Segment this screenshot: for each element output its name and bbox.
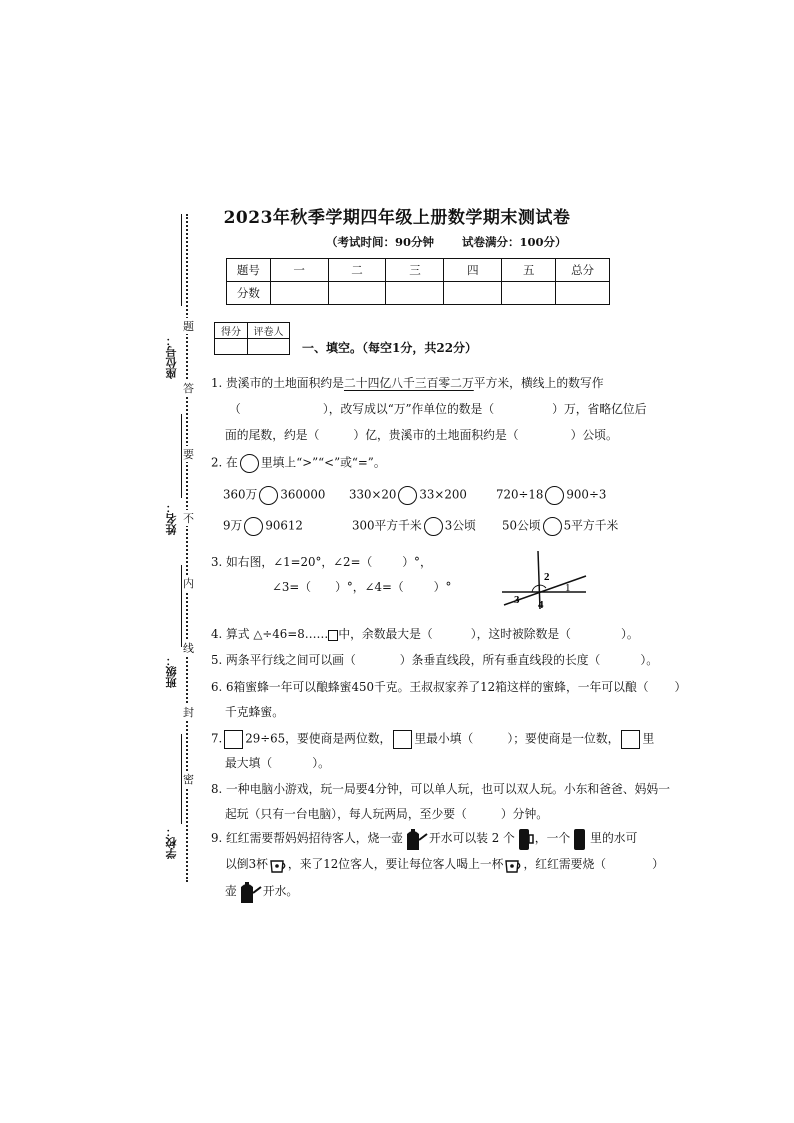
score-cell: 一: [270, 259, 328, 282]
question-6-line-2: 千克蜂蜜。: [225, 705, 284, 719]
question-7-line-2: 最大填（ ）。: [225, 756, 330, 770]
grader-name-label: 评卷人: [248, 323, 290, 339]
score-cell: 总分: [556, 259, 610, 282]
seat-label: 座位号：: [165, 335, 178, 379]
exam-time: （考试时间：90分钟: [326, 235, 435, 249]
question-6-line-1: 6. 6箱蜜蜂一年可以酿蜂蜜450千克。王叔叔家养了12箱这样的蜜蜂，一年可以酿（ ）: [211, 680, 687, 694]
seal-char: 题: [183, 320, 194, 333]
question-8-line-1: 8. 一种电脑小游戏，玩一局要4分钟，可以单人玩，也可以双人玩。小东和爸爸、妈妈一: [211, 782, 670, 796]
seal-char: 不: [183, 512, 194, 525]
figure-label: 2: [544, 571, 550, 583]
compare-circle[interactable]: [543, 517, 562, 536]
seal-char: 答: [183, 382, 194, 395]
question-7-line-1: 7. 29÷65，要使商是两位数， 里最小填（ ）；要使商是一位数， 里: [211, 730, 654, 749]
score-input-cell[interactable]: [328, 282, 386, 305]
grader-score-label: 得分: [215, 323, 248, 339]
digit-box[interactable]: [224, 730, 243, 749]
class-label: 班级：: [165, 655, 178, 688]
school-label: 学校：: [165, 826, 178, 859]
compare-circle[interactable]: [259, 486, 278, 505]
digit-box[interactable]: [393, 730, 412, 749]
question-4: 4. 算式 △÷46=8…… 中，余数最大是（ ），这时被除数是（ ）。: [211, 627, 639, 641]
thermos-icon: [515, 826, 535, 852]
score-input-cell[interactable]: [556, 282, 610, 305]
question-1-line-3: 面的尾数，约是（ ）亿，贵溪市的土地面积约是（ ）公顷。: [225, 428, 618, 442]
grader-score-cell[interactable]: [215, 339, 248, 355]
compare-item: 720÷18 900÷3: [496, 486, 606, 505]
question-5: 5. 两条平行线之间可以画（ ）条垂直线段，所有垂直线段的长度（ ）。: [211, 653, 659, 667]
class-line: [181, 565, 182, 647]
score-table: [226, 258, 610, 305]
score-cell: 题号: [227, 259, 271, 282]
cup-icon: [268, 854, 288, 876]
compare-item: 50公顷 5平方千米: [502, 517, 618, 536]
compare-item: 330×20 33×200: [349, 486, 467, 505]
figure-label: 3: [514, 594, 520, 606]
question-9-line-1: 9. 红红需要帮妈妈招待客人，烧一壶 开水可以装 2 个 ，一个 里的水可: [211, 825, 637, 852]
angle-figure: [498, 549, 590, 611]
question-3-line-1: 3. 如右图，∠1=20°，∠2=（ ）°，: [211, 555, 432, 569]
circle-icon: [240, 454, 259, 473]
score-cell: 五: [502, 259, 556, 282]
compare-item: 360万 360000: [223, 486, 325, 505]
score-input-cell[interactable]: [386, 282, 444, 305]
question-1-line-2: （ ），改写成以“万”作单位的数是（ ）万，省略亿位后: [229, 402, 647, 416]
square-icon: [328, 630, 338, 641]
compare-circle[interactable]: [424, 517, 443, 536]
thermos-icon: [570, 826, 590, 852]
page-title: 2023年秋季学期四年级上册数学期末测试卷: [223, 208, 571, 228]
score-table-score-row: [227, 282, 610, 305]
seal-char: 线: [183, 642, 194, 655]
seal-char: 封: [183, 706, 194, 719]
score-input-cell[interactable]: [270, 282, 328, 305]
digit-box[interactable]: [621, 730, 640, 749]
question-9-line-3: 壶 开水。: [225, 878, 298, 905]
compare-circle[interactable]: [545, 486, 564, 505]
kettle-icon: [237, 879, 263, 905]
underlined-number: 二十四亿八千三百零二万: [343, 376, 474, 390]
grader-table: [214, 322, 290, 355]
figure-label: 1: [565, 582, 571, 594]
seal-char: 内: [183, 577, 194, 590]
section-title: 一、填空。（每空1分，共22分）: [302, 341, 478, 355]
exam-info: [326, 234, 567, 250]
seal-char: 密: [183, 773, 194, 786]
name-label: 姓名：: [165, 502, 178, 535]
compare-item: 300平方千米 3公顷: [352, 517, 476, 536]
question-3-line-2: ∠3=（ ）°，∠4=（ ）°: [272, 580, 452, 594]
question-2-intro: 2. 在 里填上“>”“<”或“=”。: [211, 454, 386, 473]
exam-full-score: 试卷满分：100分）: [462, 235, 567, 249]
school-line: [181, 734, 182, 824]
cup-icon: [503, 854, 523, 876]
question-8-line-2: 起玩（只有一台电脑），每人玩两局，至少要（ ）分钟。: [225, 807, 549, 821]
score-cell: 三: [386, 259, 444, 282]
score-cell: 四: [444, 259, 502, 282]
grader-name-cell[interactable]: [248, 339, 290, 355]
score-cell: 分数: [227, 282, 271, 305]
name-line: [181, 414, 182, 498]
compare-circle[interactable]: [398, 486, 417, 505]
score-table-header-row: [227, 259, 610, 282]
question-9-line-2: 以倒3杯 ，来了12位客人，要让每位客人喝上一杯 ，红红需要烧（ ）: [225, 851, 664, 877]
score-input-cell[interactable]: [502, 282, 556, 305]
figure-label: 4: [538, 599, 544, 611]
question-1-line-1: 1. 贵溪市的土地面积约是二十四亿八千三百零二万平方米，横线上的数写作: [211, 376, 604, 390]
score-cell: 二: [328, 259, 386, 282]
compare-item: 9万 90612: [223, 517, 303, 536]
seal-char: 要: [183, 448, 194, 461]
compare-circle[interactable]: [244, 517, 263, 536]
kettle-icon: [403, 826, 429, 852]
score-input-cell[interactable]: [444, 282, 502, 305]
